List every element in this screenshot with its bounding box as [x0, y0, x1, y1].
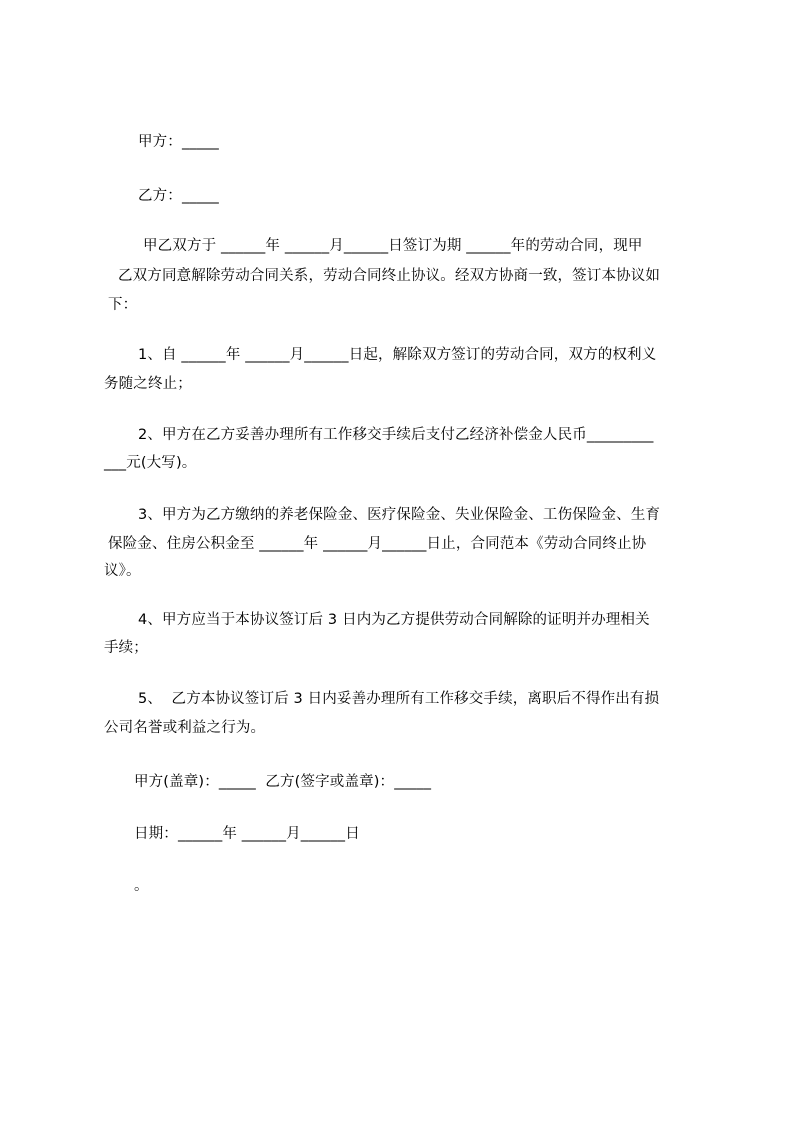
clause-line: 4、甲方应当于本协议签订后 3 日内为乙方提供劳动合同解除的证明并办理相关 — [138, 612, 650, 628]
party-b-line: 乙方：_____ — [138, 188, 219, 204]
signature-line: 甲方(盖章)：_____ 乙方(签字或盖章)：_____ — [134, 774, 432, 790]
intro-line: 下： — [108, 297, 138, 313]
clause-line: 务随之终止； — [104, 376, 192, 392]
intro-line: 甲乙双方于 ______年 ______月______日签订为期 ______年的劳动合同，现甲 — [143, 238, 643, 254]
closing-mark: 。 — [134, 878, 149, 894]
date-line: 日期：______年 ______月______日 — [134, 826, 360, 842]
clause-line: 1、自 ______年 ______月______日起，解除双方签订的劳动合同，双方的权利义 — [138, 347, 657, 363]
clause-line: 2、甲方在乙方妥善办理所有工作移交手续后支付乙经济补偿金人民币_________ — [138, 427, 654, 443]
clause-line: 议》。 — [104, 563, 141, 579]
clause-line: 公司名誉或利益之行为。 — [104, 720, 266, 736]
clause-line: 手续； — [104, 640, 148, 656]
clause-line: 3、甲方为乙方缴纳的养老保险金、医疗保险金、失业保险金、工伤保险金、生育 — [138, 507, 661, 523]
intro-line: 乙双方同意解除劳动合同关系，劳动合同终止协议。经双方协商一致，签订本协议如 — [118, 268, 661, 284]
clause-line: ___元(大写)。 — [104, 455, 197, 471]
clause-line: 5、 乙方本协议签订后 3 日内妥善办理所有工作移交手续，离职后不得作出有损 — [138, 691, 660, 707]
party-a-line: 甲方：_____ — [138, 134, 219, 150]
clause-line: 保险金、住房公积金至 ______年 ______月______日止，合同范本《劳动合同终止协 — [108, 536, 647, 552]
